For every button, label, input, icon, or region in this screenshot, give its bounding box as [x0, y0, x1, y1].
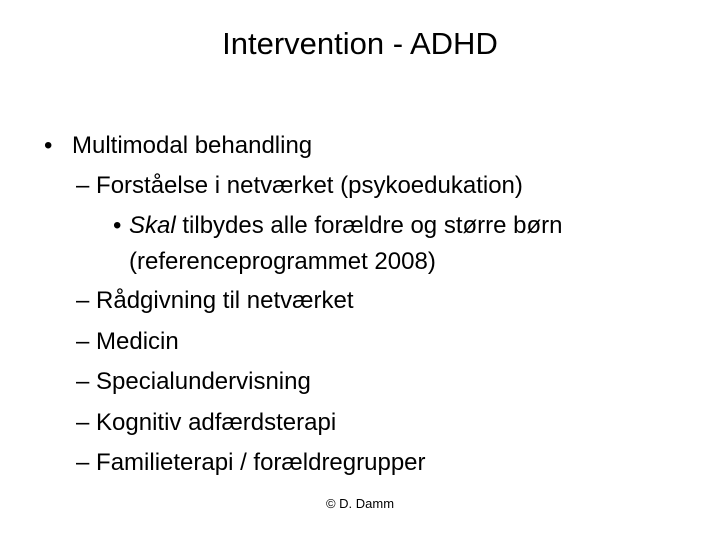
bullet-marker: •	[44, 132, 53, 159]
subitem-cognitive-therapy	[76, 408, 336, 438]
slide-title: Intervention - ADHD	[222, 26, 498, 61]
subsubitem-continued-text: (referenceprogrammet 2008)	[129, 248, 436, 275]
dash-marker: –	[76, 368, 90, 395]
subitem-medicine	[76, 327, 179, 357]
copyright-footer: © D. Damm	[325, 496, 395, 511]
emphasis-text: Skal	[129, 212, 176, 239]
subsubitem-offer	[113, 211, 563, 241]
subitem-counseling	[76, 286, 354, 316]
subitem-text: Forståelse i netværket (psykoedukation)	[96, 172, 523, 199]
subitem-text: Rådgivning til netværket	[96, 287, 354, 314]
subitem-understanding	[76, 171, 523, 201]
subsubitem-offer-continued	[129, 247, 436, 277]
subitem-text: Kognitiv adfærdsterapi	[96, 409, 337, 436]
dash-marker: –	[76, 328, 90, 355]
bullet-marker: •	[113, 212, 122, 239]
bullet-text: Multimodal behandling	[72, 132, 313, 159]
dash-marker: –	[76, 409, 90, 436]
subitem-family-therapy	[76, 448, 426, 478]
subitem-text: Medicin	[96, 328, 179, 355]
dash-marker: –	[76, 172, 90, 199]
subitem-special-education	[76, 367, 311, 397]
dash-marker: –	[76, 449, 90, 476]
subitem-text: Specialundervisning	[96, 368, 311, 395]
subsubitem-text: tilbydes alle forældre og større børn	[175, 212, 563, 239]
bullet-item-multimodal	[44, 131, 312, 161]
dash-marker: –	[76, 287, 90, 314]
subitem-text: Familieterapi / forældregrupper	[96, 449, 426, 476]
